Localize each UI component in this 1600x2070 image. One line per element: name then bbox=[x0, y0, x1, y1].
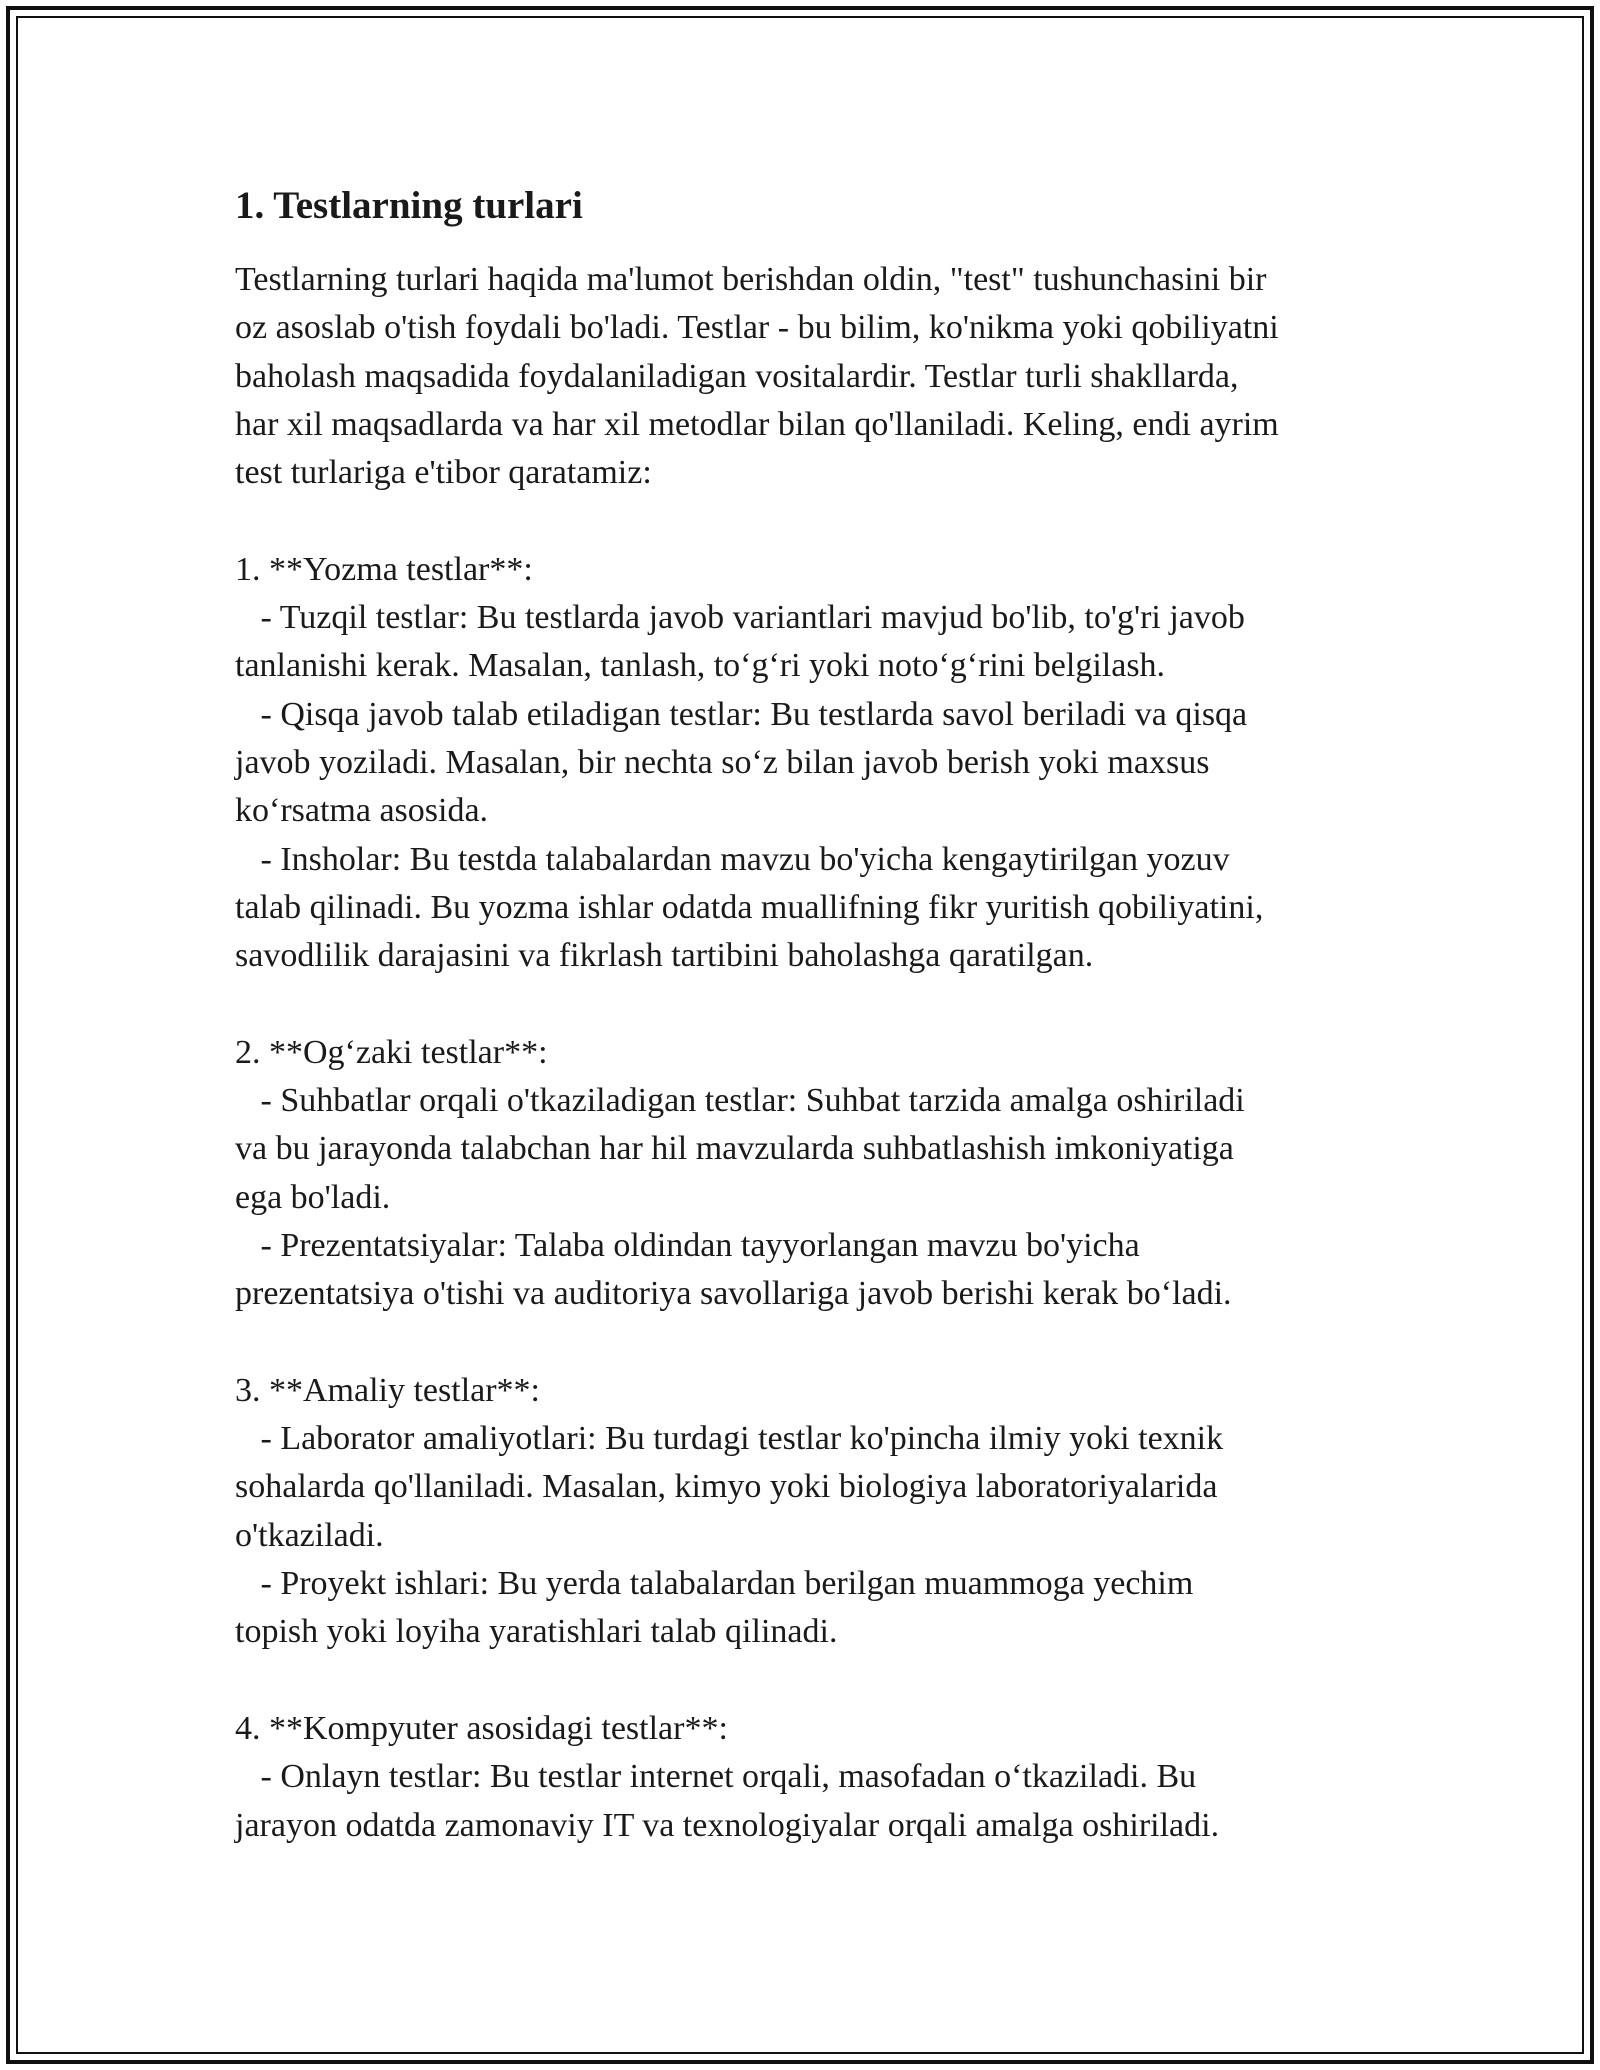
paragraph-gap bbox=[235, 1657, 1385, 1705]
section-oral-tests bbox=[235, 1029, 1385, 1319]
section-line: javob yoziladi. Masalan, bir nechta so‘z bilan javob berish yoki maxsus bbox=[235, 743, 1210, 781]
document-page bbox=[235, 182, 1385, 1850]
intro-line: har xil maqsadlarda va har xil metodlar bilan qo'llaniladi. Keling, endi ayrim bbox=[235, 405, 1279, 443]
section-line: jarayon odatda zamonaviy IT va texnologiyalar orqali amalga oshiriladi. bbox=[235, 1806, 1220, 1844]
section-line: - Tuzqil testlar: Bu testlarda javob variantlari mavjud bo'lib, to'g'ri javob bbox=[235, 599, 1245, 637]
section-line: talab qilinadi. Bu yozma ishlar odatda muallifning fikr yuritish qobiliyatini, bbox=[235, 888, 1264, 926]
section-written-tests bbox=[235, 546, 1385, 981]
section-practical-tests bbox=[235, 1367, 1385, 1657]
section-line: sohalarda qo'llaniladi. Masalan, kimyo yoki biologiya laboratoriyalarida bbox=[235, 1468, 1218, 1506]
section-title: 2. **Og‘zaki testlar**: bbox=[235, 1033, 548, 1071]
section-title: 1. **Yozma testlar**: bbox=[235, 550, 533, 588]
section-line: - Onlayn testlar: Bu testlar internet orqali, masofadan o‘tkaziladi. Bu bbox=[235, 1758, 1197, 1796]
section-line: - Proyekt ishlari: Bu yerda talabalardan berilgan muammoga yechim bbox=[235, 1565, 1194, 1603]
paragraph-gap bbox=[235, 497, 1385, 545]
section-line: - Insholar: Bu testda talabalardan mavzu bo'yicha kengaytirilgan yozuv bbox=[235, 840, 1230, 878]
section-title: 4. **Kompyuter asosidagi testlar**: bbox=[235, 1709, 728, 1747]
paragraph-gap bbox=[235, 1319, 1385, 1367]
section-line: - Laborator amaliyotlari: Bu turdagi testlar ko'pincha ilmiy yoki texnik bbox=[235, 1420, 1224, 1458]
section-line: - Qisqa javob talab etiladigan testlar: Bu testlarda savol beriladi va qisqa bbox=[235, 695, 1248, 733]
intro-line: test turlariga e'tibor qaratamiz: bbox=[235, 454, 652, 492]
section-line: topish yoki loyiha yaratishlari talab qilinadi. bbox=[235, 1613, 838, 1651]
intro-line: oz asoslab o'tish foydali bo'ladi. Testlar - bu bilim, ko'nikma yoki qobiliyatni bbox=[235, 309, 1279, 347]
section-line: tanlanishi kerak. Masalan, tanlash, to‘g‘ri yoki noto‘g‘rini belgilash. bbox=[235, 647, 1166, 685]
section-line: ko‘rsatma asosida. bbox=[235, 792, 489, 830]
paragraph-gap bbox=[235, 980, 1385, 1028]
section-line: va bu jarayonda talabchan har hil mavzularda suhbatlashish imkoniyatiga bbox=[235, 1130, 1234, 1168]
intro-line: Testlarning turlari haqida ma'lumot berishdan oldin, "test" tushunchasini bir bbox=[235, 261, 1267, 298]
section-line: o'tkaziladi. bbox=[235, 1516, 384, 1554]
section-line: - Prezentatsiyalar: Talaba oldindan tayyorlangan mavzu bo'yicha bbox=[235, 1226, 1140, 1264]
intro-line: baholash maqsadida foydalaniladigan vositalardir. Testlar turli shakllarda, bbox=[235, 357, 1239, 395]
section-line: - Suhbatlar orqali o'tkaziladigan testlar: Suhbat tarzida amalga oshiriladi bbox=[235, 1082, 1245, 1120]
section-title: 3. **Amaliy testlar**: bbox=[235, 1371, 541, 1409]
section-computer-tests bbox=[235, 1705, 1385, 1850]
section-line: savodlilik darajasini va fikrlash tartibini baholashga qaratilgan. bbox=[235, 937, 1094, 975]
section-line: prezentatsiya o'tishi va auditoriya savollariga javob berishi kerak bo‘ladi. bbox=[235, 1275, 1232, 1313]
section-line: ega bo'ladi. bbox=[235, 1178, 391, 1216]
section-heading: 1. Testlarning turlari bbox=[235, 184, 583, 227]
intro-paragraph bbox=[235, 256, 1385, 497]
